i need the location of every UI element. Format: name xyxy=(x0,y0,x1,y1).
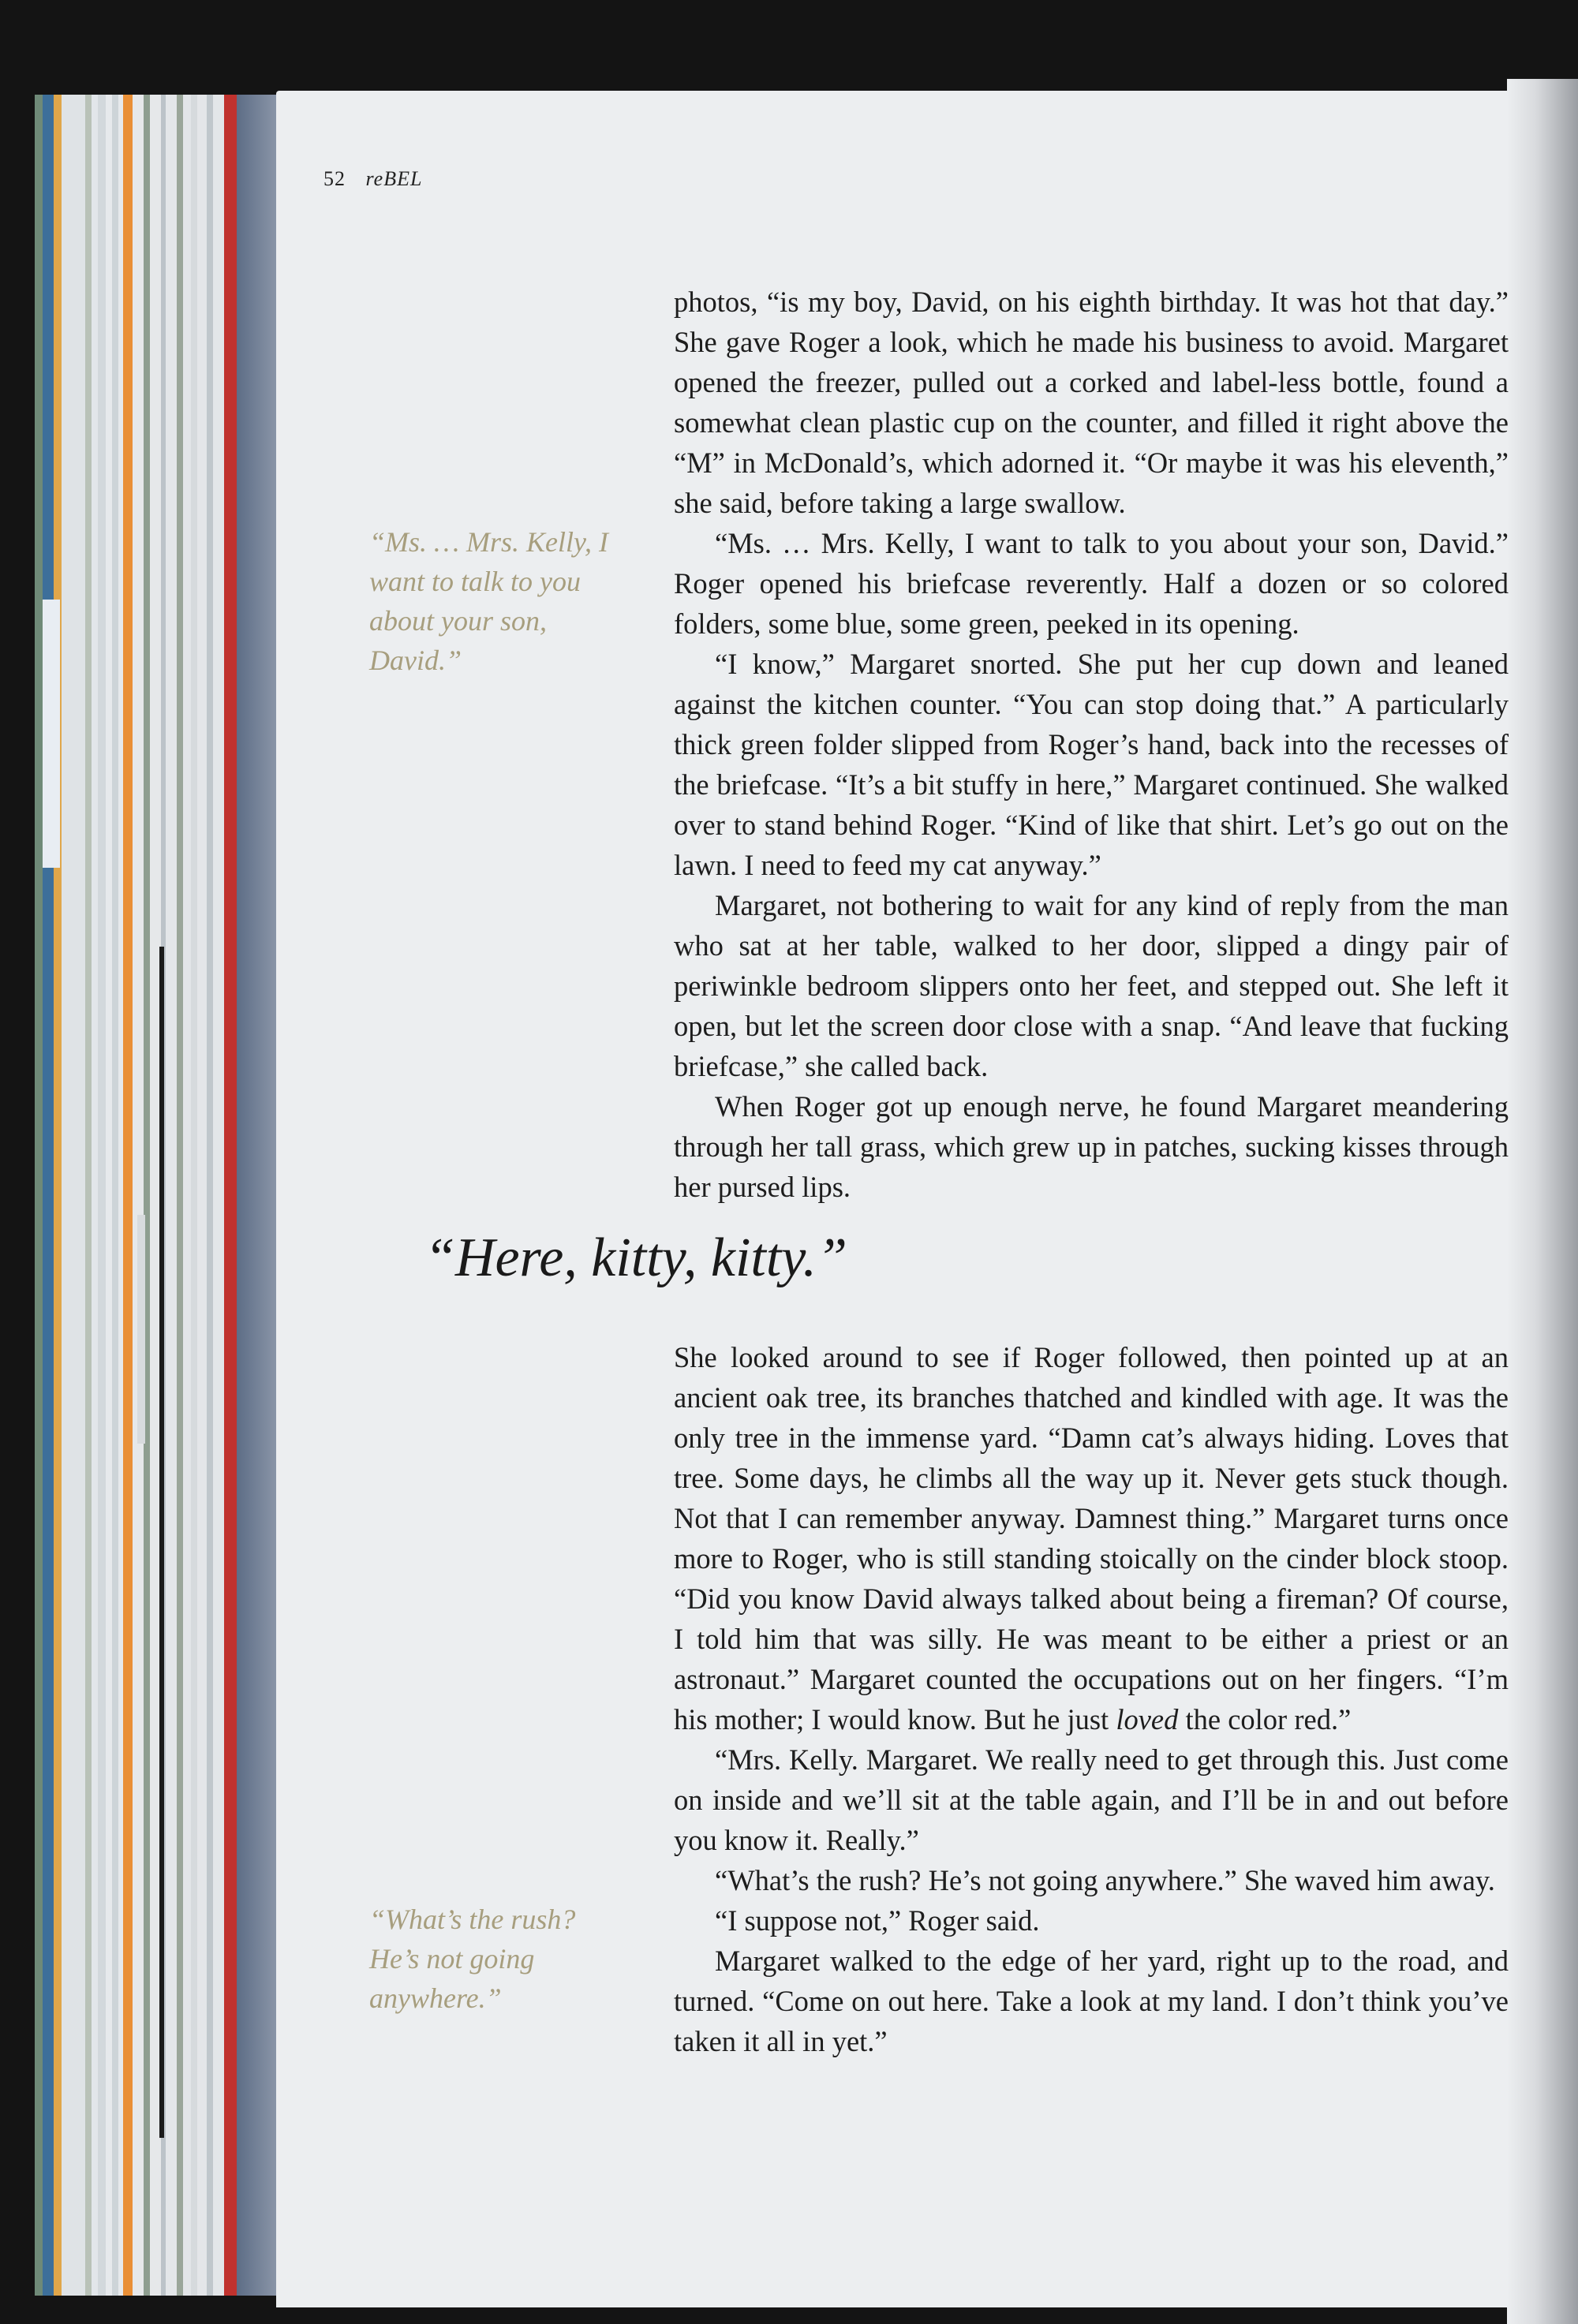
book-page-edges xyxy=(35,95,279,2296)
paragraph: “Ms. … Mrs. Kelly, I want to talk to you about your son, David.” Roger opened his briefcase reverently. Half a dozen or so colored folders, some blue, some green, peeked in its opening. xyxy=(674,527,1509,640)
paragraph: When Roger got up enough nerve, he found Margaret meandering through her tall grass, which grew up in patches, sucking kisses through her pursed lips. xyxy=(674,1090,1509,1203)
paragraph: Margaret walked to the edge of her yard, right up to the road, and turned. “Come on out here. Take a look at my land. I don’t think you’ve taken it all in yet.” xyxy=(674,1945,1509,2057)
page-number: 52 xyxy=(323,167,346,190)
paragraph: Margaret, not bothering to wait for any kind of reply from the man who sat at her table, walked to her door, slipped a dingy pair of periwinkle bedroom slippers onto her feet, and stepped out. She left it open, but let the screen door close with a snap. “And leave that fucking briefcase,” she called back. xyxy=(674,889,1509,1082)
paragraph: “What’s the rush? He’s not going anywhere.” She waved him away. xyxy=(715,1864,1495,1896)
paragraph: “I suppose not,” Roger said. xyxy=(715,1904,1040,1937)
body-text-bottom xyxy=(674,1337,1509,2061)
sidenote-2: “What’s the rush? He’s not going anywhere.” xyxy=(369,1904,576,2014)
body-text-top xyxy=(674,282,1509,1207)
paragraph: She looked around to see if Roger followed, then pointed up at an ancient oak tree, its branches thatched and kindled with age. It was the only tree in the immense yard. “Damn cat’s always hiding. Loves that tree. Some days, he climbs all the way up it. Never gets stuck though. Not that I can remember anyway. Damnest thing.” Margaret turns once more to Roger, who is still standing stoically on the cinder block stoop. “Did you know David always talked about being a fireman? Of course, I told him that was silly. He was meant to be either a priest or an astronaut.” Margaret counted the occupations out on her fingers. “I’m his mother; I would know. But he just loved the color red.” xyxy=(674,1341,1509,1736)
pull-quote: “Here, kitty, kitty.” xyxy=(424,1227,847,1288)
sidenote-1: “Ms. … Mrs. Kelly, I want to talk to you about your son, David.” xyxy=(369,526,609,676)
paragraph: “Mrs. Kelly. Margaret. We really need to get through this. Just come on inside and we’ll sit at the table again, and I’ll be in and out before you know it. Really.” xyxy=(674,1743,1509,1856)
page-gutter-shadow xyxy=(1507,79,1578,2324)
paragraph: photos, “is my boy, David, on his eighth birthday. It was hot that day.” She gave Roger a look, which he made his business to avoid. Margaret opened the freezer, pulled out a corked and label-less bottle, found a somewhat clean plastic cup on the counter, and filled it right above the “M” in McDonald’s, which adorned it. “Or maybe it was his eleventh,” she said, before taking a large swallow. xyxy=(674,286,1509,519)
running-header xyxy=(323,167,422,191)
running-title: reBEL xyxy=(365,167,423,190)
emphasis: loved xyxy=(1116,1703,1179,1736)
paragraph: “I know,” Margaret snorted. She put her cup down and leaned against the kitchen counter. “You can stop doing that.” A particularly thick green folder slipped from Roger’s hand, back into the recesses of the briefcase. “It’s a bit stuffy in here,” Margaret continued. She walked over to stand behind Roger. “Kind of like that shirt. Let’s go out on the lawn. I need to feed my cat anyway.” xyxy=(674,648,1509,881)
